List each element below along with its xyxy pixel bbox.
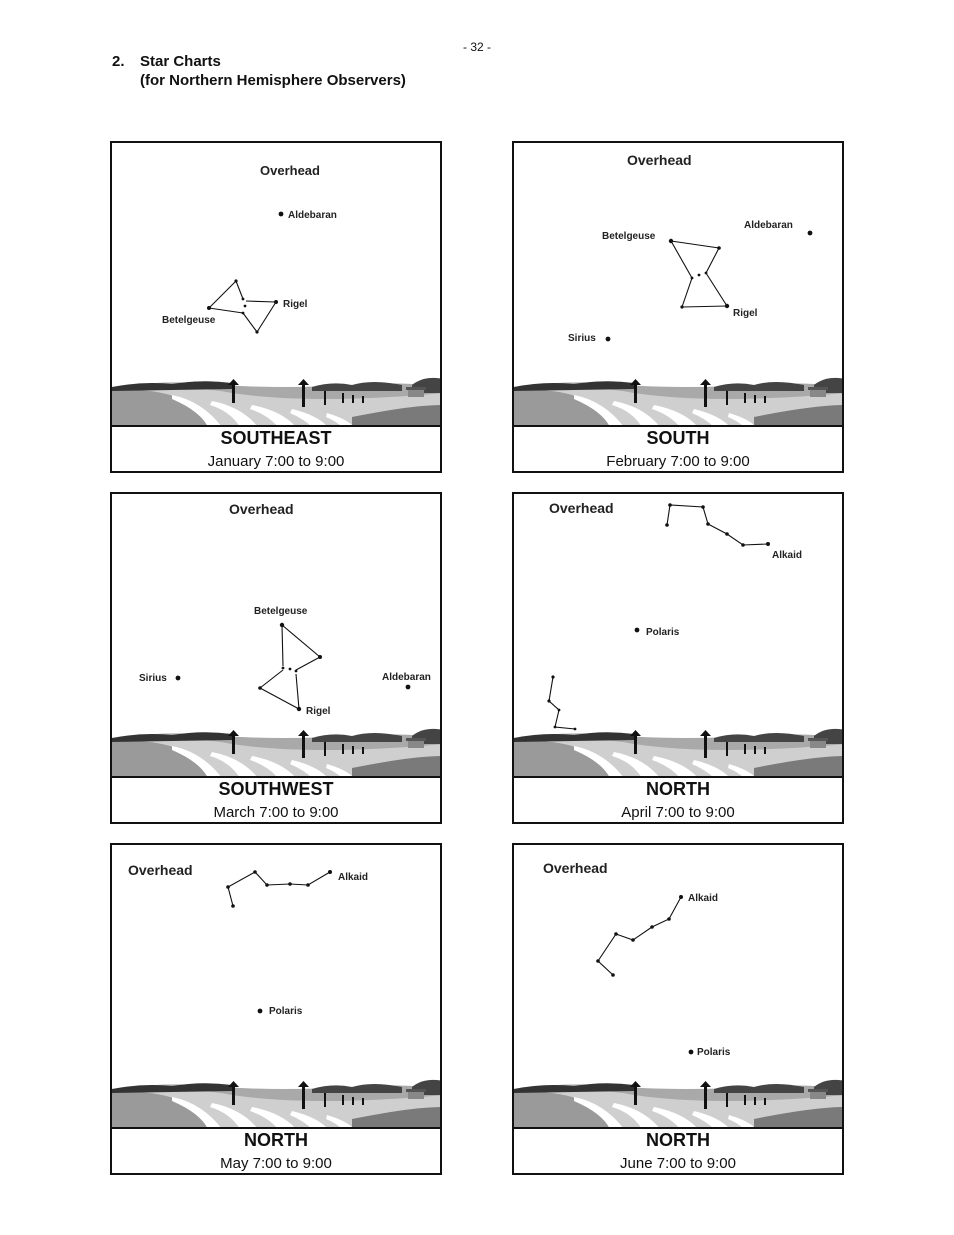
star-polaris: [689, 1050, 694, 1055]
direction-label: NORTH: [646, 779, 710, 799]
star-label-aldebaran: Aldebaran: [288, 210, 337, 221]
caption-divider: [112, 425, 440, 427]
landscape-horizon: [514, 1080, 844, 1129]
star-polaris: [635, 628, 640, 633]
direction-label: NORTH: [646, 1130, 710, 1150]
sky-map: [112, 494, 442, 824]
direction-label: SOUTH: [646, 428, 710, 448]
star-label-polaris: Polaris: [697, 1047, 731, 1058]
viewing-time: June 7:00 to 9:00: [620, 1155, 736, 1172]
viewing-time: February 7:00 to 9:00: [606, 453, 750, 470]
section-title: Star Charts: [140, 53, 221, 70]
overhead-label: Overhead: [627, 152, 692, 168]
overhead-label: Overhead: [229, 501, 294, 517]
star-label-rigel: Rigel: [306, 706, 331, 717]
sky-map: [514, 845, 844, 1175]
star-label-sirius: Sirius: [139, 673, 167, 684]
star-chart-southeast: [110, 141, 442, 473]
star-chart-north-april: [512, 492, 844, 824]
star-label-alkaid: Alkaid: [772, 550, 803, 561]
star-sirius: [176, 676, 181, 681]
direction-label: SOUTHEAST: [220, 428, 332, 448]
viewing-time: April 7:00 to 9:00: [621, 804, 735, 821]
overhead-label: Overhead: [543, 860, 608, 876]
star-label-betelgeuse: Betelgeuse: [162, 315, 216, 326]
star-chart-southwest: [110, 492, 442, 824]
sky-map: [112, 143, 442, 473]
sky-map: [112, 845, 442, 1175]
constellation-big-dipper: [228, 872, 330, 906]
constellation-orion: [209, 281, 276, 332]
constellation-big-dipper: [667, 505, 768, 545]
star-chart-north-june: [512, 843, 844, 1175]
star-polaris: [258, 1009, 263, 1014]
star-label-sirius: Sirius: [568, 333, 596, 344]
landscape-horizon: [112, 378, 442, 427]
viewing-time: March 7:00 to 9:00: [213, 804, 339, 821]
star-chart-south: [512, 141, 844, 473]
star-label-rigel: Rigel: [283, 299, 308, 310]
section-number: 2.: [112, 53, 125, 70]
star-label-polaris: Polaris: [269, 1006, 303, 1017]
overhead-label: Overhead: [260, 163, 320, 178]
caption-divider: [514, 425, 842, 427]
star-label-betelgeuse: Betelgeuse: [254, 606, 308, 617]
direction-label: NORTH: [244, 1130, 308, 1150]
star-label-alkaid: Alkaid: [338, 872, 369, 883]
landscape-horizon: [112, 1080, 442, 1129]
page-number: - 32 -: [462, 40, 491, 54]
star-label-rigel: Rigel: [733, 308, 758, 319]
constellation-big-dipper: [598, 897, 681, 975]
sky-map: [514, 494, 844, 824]
caption-divider: [514, 776, 842, 778]
star-aldebaran: [808, 231, 813, 236]
overhead-label: Overhead: [128, 862, 193, 878]
star-label-aldebaran: Aldebaran: [382, 672, 431, 683]
star-sirius: [606, 337, 611, 342]
constellation-little-dipper: [549, 677, 575, 729]
star-aldebaran: [279, 212, 284, 217]
constellation-orion: [260, 625, 320, 709]
overhead-label: Overhead: [549, 500, 614, 516]
star-chart-north-may: [110, 843, 442, 1175]
sky-map: [514, 143, 844, 473]
landscape-horizon: [112, 729, 442, 778]
star-label-polaris: Polaris: [646, 627, 680, 638]
section-heading: [112, 52, 406, 90]
caption-divider: [112, 1127, 440, 1129]
star-label-aldebaran: Aldebaran: [744, 220, 793, 231]
direction-label: SOUTHWEST: [218, 779, 334, 799]
star-aldebaran: [406, 685, 411, 690]
viewing-time: May 7:00 to 9:00: [220, 1155, 332, 1172]
caption-divider: [112, 776, 440, 778]
section-subtitle: (for Northern Hemisphere Observers): [140, 72, 406, 89]
star-label-alkaid: Alkaid: [688, 893, 719, 904]
landscape-horizon: [514, 378, 844, 427]
star-label-betelgeuse: Betelgeuse: [602, 231, 656, 242]
viewing-time: January 7:00 to 9:00: [207, 453, 345, 470]
caption-divider: [514, 1127, 842, 1129]
landscape-horizon: [514, 729, 844, 778]
